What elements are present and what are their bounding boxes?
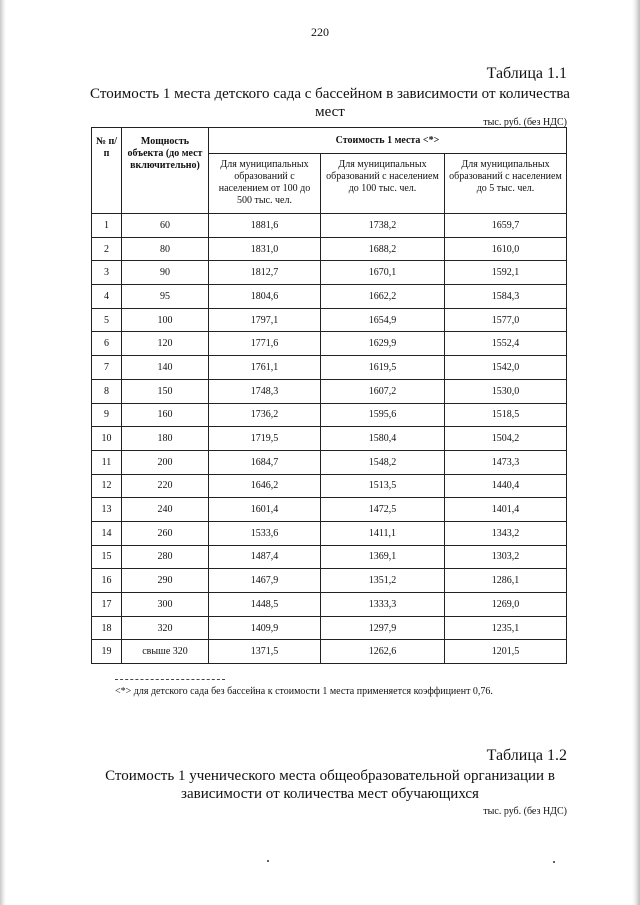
cell-cost-up-to-100: 1369,1 [321,545,445,569]
cell-cost-up-to-5: 1343,2 [445,521,567,545]
cell-cost-up-to-100: 1513,5 [321,474,445,498]
cell-cost-up-to-5: 1584,3 [445,285,567,309]
cell-cost-up-to-5: 1473,3 [445,450,567,474]
cell-capacity: 300 [122,593,209,617]
cell-number: 19 [92,640,122,664]
cell-cost-up-to-100: 1411,1 [321,521,445,545]
cell-cost-up-to-100: 1654,9 [321,308,445,332]
header-cost-group: Стоимость 1 места <*> [209,128,567,154]
cell-cost-100-500: 1467,9 [209,569,321,593]
header-col-up-to-5: Для муниципальных образований с населением до 5 тыс. чел. [445,154,567,214]
cell-capacity: 220 [122,474,209,498]
table-2-title-line-2: зависимости от количества мест обучающихся [181,786,479,802]
footnote: <*> для детского сада без бассейна к стоимости 1 места применяется коэффициент 0,76. [115,686,493,697]
table-row [92,640,567,664]
cell-capacity: 95 [122,285,209,309]
cell-cost-up-to-5: 1269,0 [445,593,567,617]
cell-number: 12 [92,474,122,498]
cell-cost-100-500: 1719,5 [209,427,321,451]
cell-cost-100-500: 1812,7 [209,261,321,285]
footnote-rule [115,679,225,680]
scan-edge-right [632,0,640,905]
table-row [92,379,567,403]
cell-cost-up-to-5: 1440,4 [445,474,567,498]
cell-capacity: 290 [122,569,209,593]
cell-number: 9 [92,403,122,427]
table-row [92,545,567,569]
table-row [92,285,567,309]
cell-capacity: 120 [122,332,209,356]
cell-cost-100-500: 1881,6 [209,214,321,238]
cell-cost-up-to-5: 1286,1 [445,569,567,593]
scan-speck [267,860,269,862]
cell-cost-up-to-100: 1595,6 [321,403,445,427]
cell-cost-up-to-100: 1351,2 [321,569,445,593]
cell-capacity: 280 [122,545,209,569]
cell-number: 5 [92,308,122,332]
cell-cost-100-500: 1831,0 [209,237,321,261]
cell-cost-up-to-5: 1530,0 [445,379,567,403]
cell-cost-100-500: 1761,1 [209,356,321,380]
cell-number: 13 [92,498,122,522]
cell-cost-up-to-5: 1401,4 [445,498,567,522]
cell-cost-up-to-5: 1592,1 [445,261,567,285]
cell-cost-up-to-5: 1504,2 [445,427,567,451]
header-number: № п/п [92,128,122,214]
cell-number: 4 [92,285,122,309]
table-row [92,427,567,451]
scan-edge-left [0,0,6,905]
cell-cost-up-to-100: 1670,1 [321,261,445,285]
scan-speck [553,861,555,863]
cell-capacity: 60 [122,214,209,238]
cell-cost-100-500: 1371,5 [209,640,321,664]
cell-cost-up-to-5: 1201,5 [445,640,567,664]
cell-cost-up-to-100: 1548,2 [321,450,445,474]
cell-cost-up-to-100: 1262,6 [321,640,445,664]
cell-cost-up-to-5: 1552,4 [445,332,567,356]
cell-capacity: 100 [122,308,209,332]
table-1-units: тыс. руб. (без НДС) [483,117,567,128]
cell-cost-100-500: 1797,1 [209,308,321,332]
cell-capacity: 260 [122,521,209,545]
cell-capacity: 200 [122,450,209,474]
cell-cost-up-to-100: 1333,3 [321,593,445,617]
header-col-up-to-100: Для муниципальных образований с населением до 100 тыс. чел. [321,154,445,214]
table-row [92,616,567,640]
cell-capacity: свыше 320 [122,640,209,664]
table-row [92,261,567,285]
cell-number: 15 [92,545,122,569]
cost-table-body [92,214,567,664]
cell-cost-100-500: 1771,6 [209,332,321,356]
cell-number: 14 [92,521,122,545]
cell-cost-up-to-100: 1738,2 [321,214,445,238]
table-row [92,593,567,617]
cell-cost-up-to-5: 1610,0 [445,237,567,261]
cell-cost-up-to-100: 1472,5 [321,498,445,522]
cell-number: 6 [92,332,122,356]
table-row [92,521,567,545]
cell-number: 17 [92,593,122,617]
cell-number: 2 [92,237,122,261]
table-1-label: Таблица 1.1 [486,65,567,82]
header-capacity: Мощность объекта (до мест включительно) [122,128,209,214]
table-2-title-line-1: Стоимость 1 ученического места общеобразовательной организации в [105,768,555,784]
table-row [92,450,567,474]
cell-cost-up-to-100: 1297,9 [321,616,445,640]
cell-capacity: 80 [122,237,209,261]
cell-number: 16 [92,569,122,593]
cell-cost-100-500: 1601,4 [209,498,321,522]
cell-cost-up-to-100: 1662,2 [321,285,445,309]
table-row [92,403,567,427]
cell-cost-100-500: 1409,9 [209,616,321,640]
table-row [92,332,567,356]
cell-number: 10 [92,427,122,451]
cell-cost-up-to-100: 1688,2 [321,237,445,261]
table-row [92,237,567,261]
cell-cost-up-to-100: 1629,9 [321,332,445,356]
cell-capacity: 140 [122,356,209,380]
cell-cost-up-to-5: 1542,0 [445,356,567,380]
cell-cost-up-to-100: 1619,5 [321,356,445,380]
table-row [92,569,567,593]
cell-cost-up-to-100: 1580,4 [321,427,445,451]
page-number: 220 [311,25,329,39]
cell-cost-100-500: 1533,6 [209,521,321,545]
cell-cost-up-to-5: 1303,2 [445,545,567,569]
cell-cost-up-to-100: 1607,2 [321,379,445,403]
cell-capacity: 90 [122,261,209,285]
cell-cost-100-500: 1684,7 [209,450,321,474]
cell-number: 1 [92,214,122,238]
cell-cost-100-500: 1736,2 [209,403,321,427]
cell-cost-100-500: 1646,2 [209,474,321,498]
cell-cost-up-to-5: 1659,7 [445,214,567,238]
cell-cost-100-500: 1448,5 [209,593,321,617]
cell-capacity: 180 [122,427,209,451]
table-row [92,308,567,332]
cell-capacity: 160 [122,403,209,427]
table-2-units: тыс. руб. (без НДС) [483,806,567,817]
cell-cost-100-500: 1748,3 [209,379,321,403]
cell-cost-up-to-5: 1577,0 [445,308,567,332]
table-1-title: Стоимость 1 места детского сада с бассейном в зависимости от количества мест [90,86,570,120]
table-row [92,214,567,238]
cost-table [91,127,567,664]
cell-number: 7 [92,356,122,380]
cell-capacity: 150 [122,379,209,403]
table-2-label: Таблица 1.2 [486,747,567,764]
table-row [92,498,567,522]
table-row [92,356,567,380]
cell-capacity: 240 [122,498,209,522]
cell-number: 18 [92,616,122,640]
cell-cost-100-500: 1804,6 [209,285,321,309]
cell-cost-up-to-5: 1235,1 [445,616,567,640]
cell-number: 8 [92,379,122,403]
cell-number: 3 [92,261,122,285]
cell-number: 11 [92,450,122,474]
table-row [92,474,567,498]
cell-cost-up-to-5: 1518,5 [445,403,567,427]
header-col-100-500: Для муниципальных образований с населением от 100 до 500 тыс. чел. [209,154,321,214]
cell-cost-100-500: 1487,4 [209,545,321,569]
cell-capacity: 320 [122,616,209,640]
